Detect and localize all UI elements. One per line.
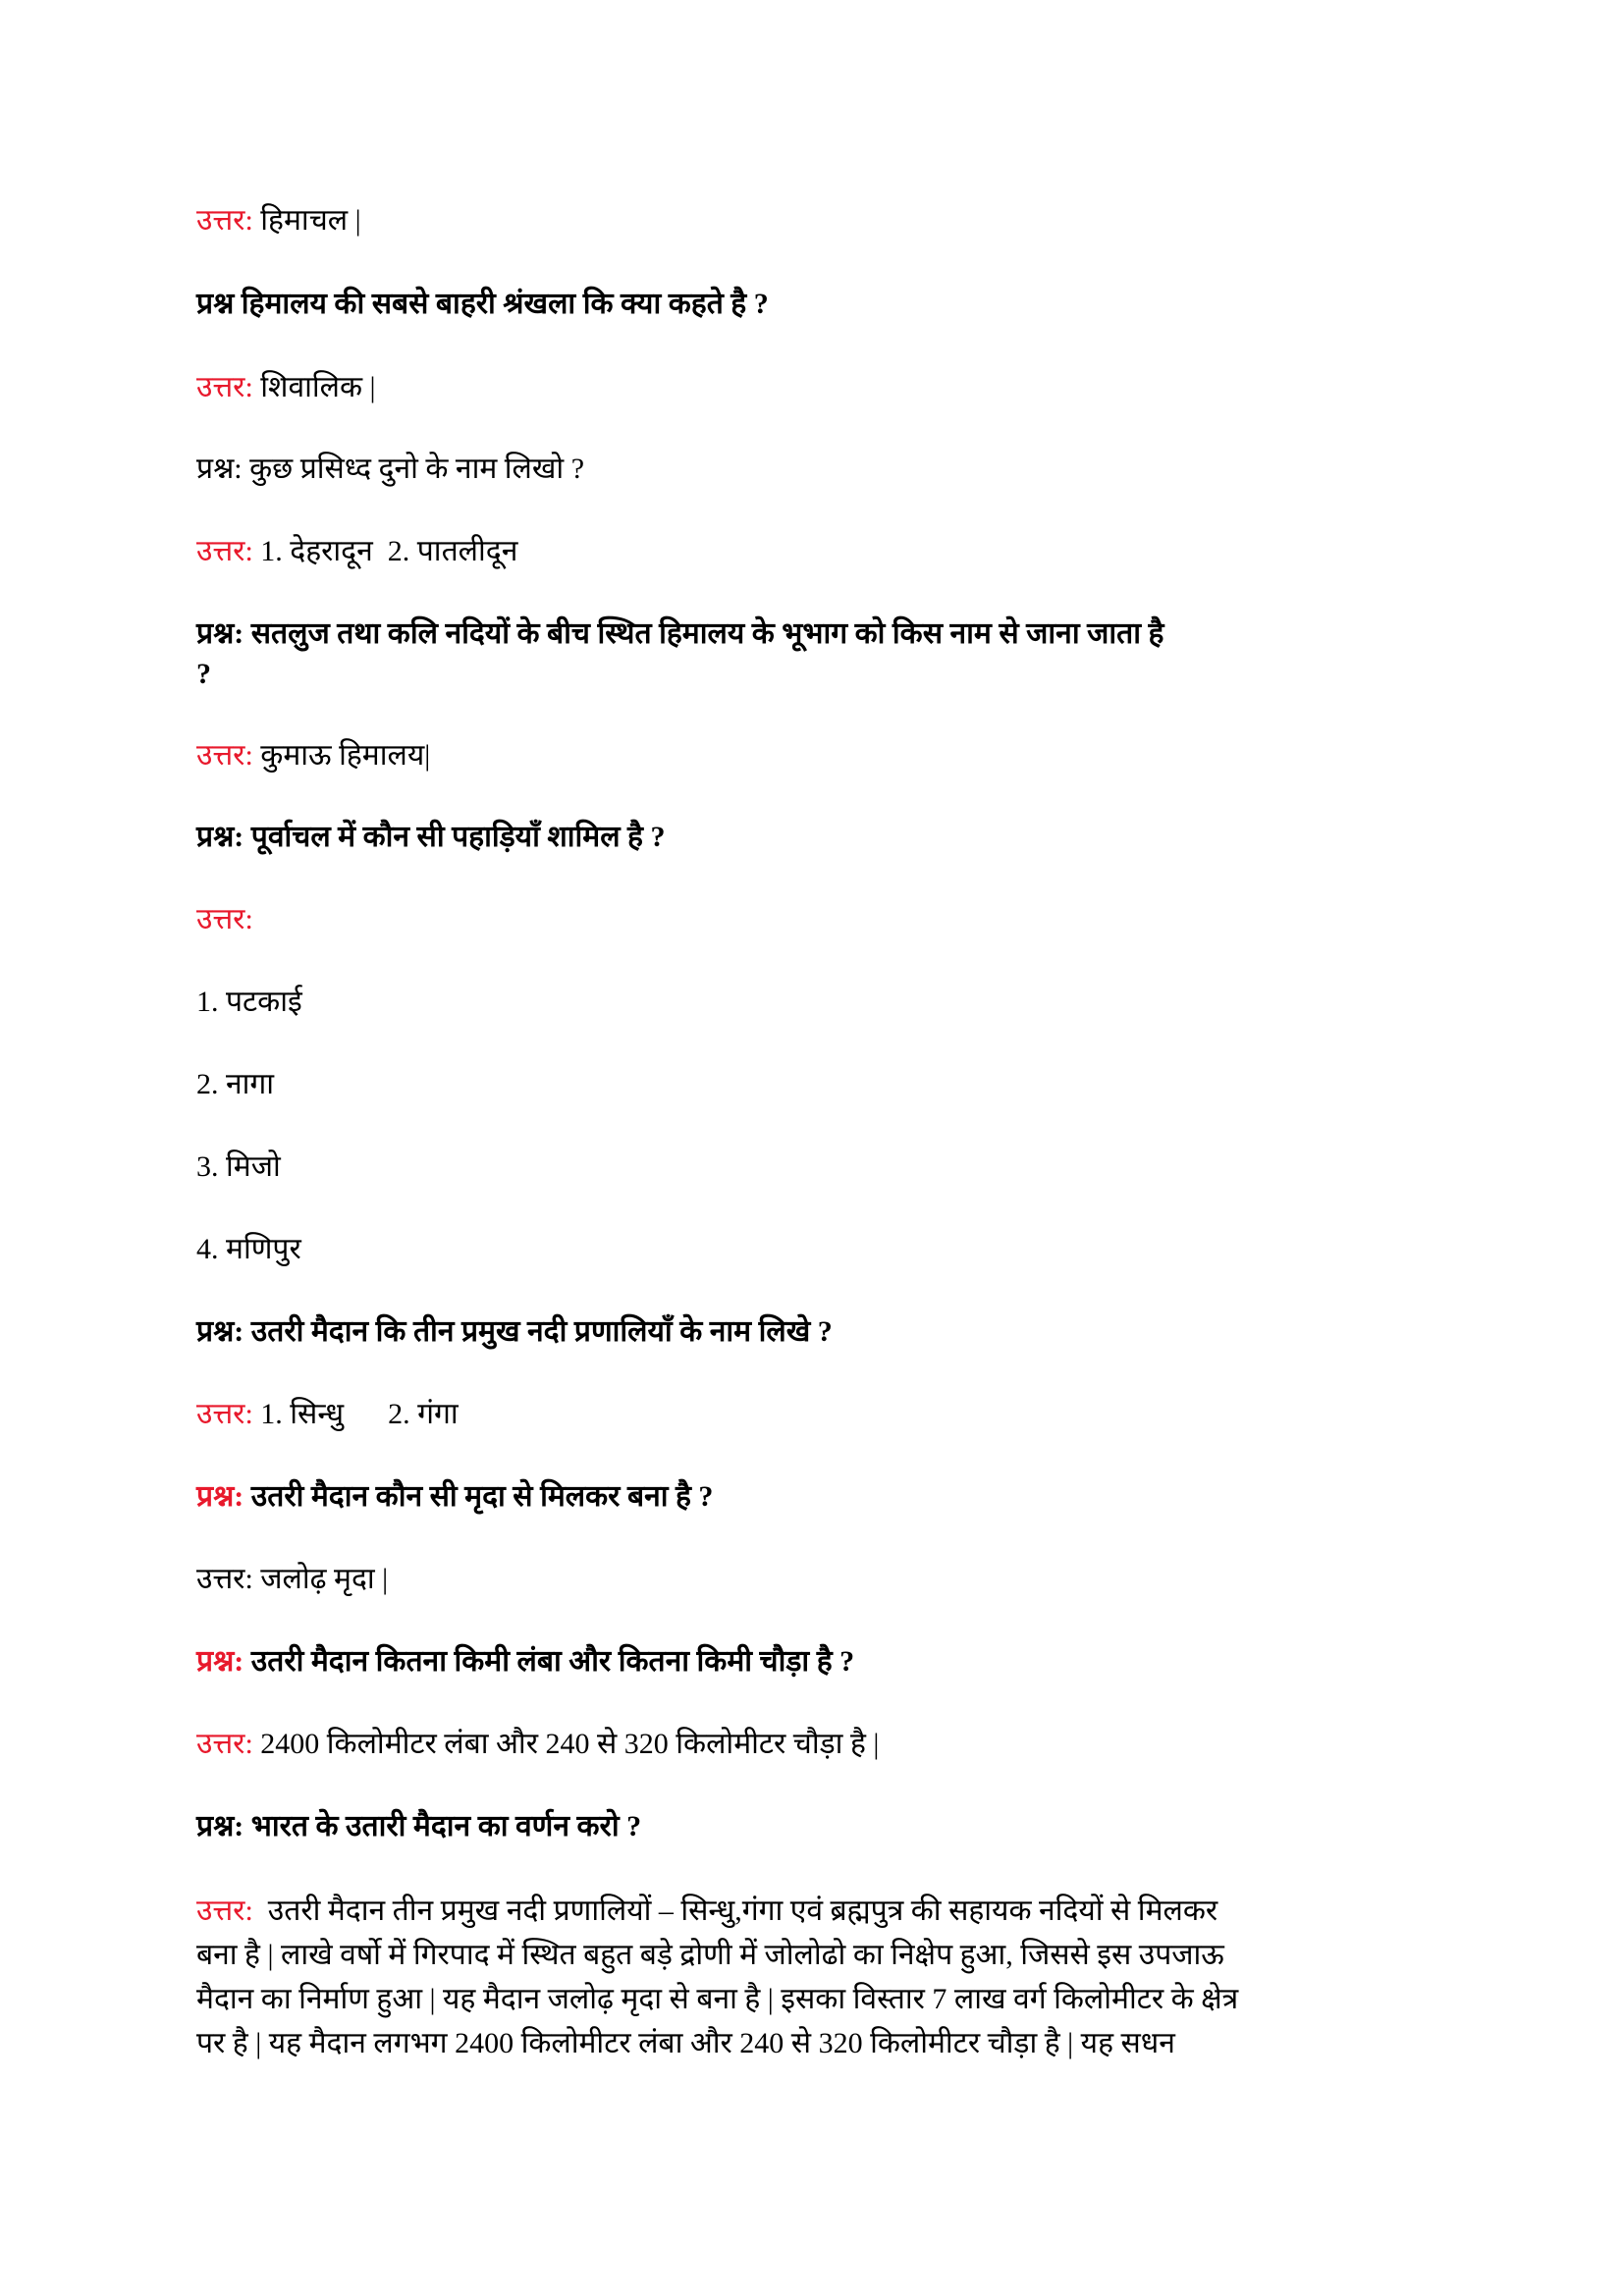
answer-soil <box>196 1560 388 1599</box>
answer-himachal <box>196 201 361 240</box>
answer-dimensions <box>196 1725 879 1764</box>
question-purvanchal <box>196 818 666 857</box>
question-describe-plain <box>196 1807 641 1846</box>
answer-duns <box>196 532 517 571</box>
answer-label: उत्तर: <box>196 1728 253 1760</box>
answer-label: उत्तर: <box>196 1398 253 1430</box>
answer-text: 2400 किलोमीटर लंबा और 240 से 320 किलोमीटर चौड़ा है | <box>252 1728 880 1760</box>
answer-label: उत्तर: <box>196 739 253 772</box>
answer-paragraph-line: मैदान का निर्माण हुआ | यह मैदान जलोढ़ मृदा से बना है | इसका विस्तार 7 लाख वर्ग किलोमीटर के क्षेत्र <box>196 1983 1239 2015</box>
answer-label: उत्तर: <box>196 371 253 403</box>
question-label: प्रश्न: <box>196 453 243 485</box>
question-text: उतरी मैदान कि तीन प्रमुख नदी प्रणालियाँ के नाम लिखे ? <box>243 1315 833 1348</box>
list-item: 4. मणिपुर <box>196 1233 301 1265</box>
question-label: प्रश्न: <box>196 1810 244 1842</box>
question-satluj-kali-cont: ? <box>196 658 211 690</box>
answer-text: कुमाऊ हिमालय| <box>252 739 431 772</box>
answer-label: उत्तर: <box>196 1563 253 1595</box>
answer-text: 1. देहरादून 2. पातलीदून <box>252 535 518 567</box>
question-dimensions <box>196 1642 854 1682</box>
answer-text: हिमाचल | <box>252 204 361 237</box>
question-text: पूर्वाचल में कौन सी पहाड़ियाँ शामिल है ? <box>243 821 666 853</box>
question-label: प्रश्न: <box>196 617 244 650</box>
answer-label: उत्तर: <box>196 535 253 567</box>
question-outer-range <box>196 285 769 324</box>
question-soil <box>196 1477 713 1517</box>
answer-paragraph-line: पर है | यह मैदान लगभग 2400 किलोमीटर लंबा और 240 से 320 किलोमीटर चौड़ा है | यह सधन <box>196 2027 1175 2059</box>
question-label: प्रश्न: <box>196 1645 244 1678</box>
answer-purvanchal <box>196 900 253 939</box>
question-text: कुछ प्रसिध्द दुनो के नाम लिखो ? <box>242 453 585 485</box>
answer-label: उत्तर: <box>196 204 253 237</box>
answer-paragraph-line <box>196 1892 1217 1931</box>
answer-text: शिवालिक | <box>252 371 376 403</box>
answer-river-systems <box>196 1395 459 1434</box>
list-item: 1. पटकाई <box>196 986 302 1018</box>
question-satluj-kali <box>196 614 1163 654</box>
question-text: उतरी मैदान कितना किमी लंबा और कितना किमी चौड़ा है ? <box>243 1645 855 1678</box>
question-text: हिमालय की सबसे बाहरी श्रंखला कि क्या कहते है ? <box>234 288 769 320</box>
question-text: भारत के उतारी मैदान का वर्णन करो ? <box>243 1810 642 1842</box>
answer-kumaon <box>196 736 430 775</box>
answer-text: उतरी मैदान तीन प्रमुख नदी प्रणालियों – सिन्धु,गंगा एवं ब्रह्मपुत्र की सहायक नदियों से मिलकर <box>252 1895 1218 1927</box>
question-text: उतरी मैदान कौन सी मृदा से मिलकर बना है ? <box>243 1480 714 1513</box>
question-text: सतलुज तथा कलि नदियों के बीच स्थित हिमालय के भूभाग को किस नाम से जाना जाता है <box>243 617 1164 650</box>
answer-shivalik <box>196 368 376 407</box>
list-item: 3. मिजो <box>196 1150 281 1183</box>
question-label: प्रश्न: <box>196 1480 244 1513</box>
question-river-systems <box>196 1312 833 1352</box>
answer-text: जलोढ़ मृदा | <box>252 1563 389 1595</box>
list-item: 2. नागा <box>196 1068 275 1100</box>
answer-paragraph-line: बना है | लाखे वर्षो में गिरपाद में स्थित बहुत बड़े द्रोणी में जोलोढो का निक्षेप हुआ, जिससे इस उपजाऊ <box>196 1939 1224 1971</box>
question-label: प्रश्न: <box>196 1315 244 1348</box>
answer-label: उत्तर: <box>196 903 253 935</box>
question-duns <box>196 450 584 489</box>
answer-text: 1. सिन्धु 2. गंगा <box>252 1398 459 1430</box>
answer-label: उत्तर: <box>196 1895 253 1927</box>
question-label: प्रश्न <box>196 288 235 320</box>
question-label: प्रश्न: <box>196 821 244 853</box>
